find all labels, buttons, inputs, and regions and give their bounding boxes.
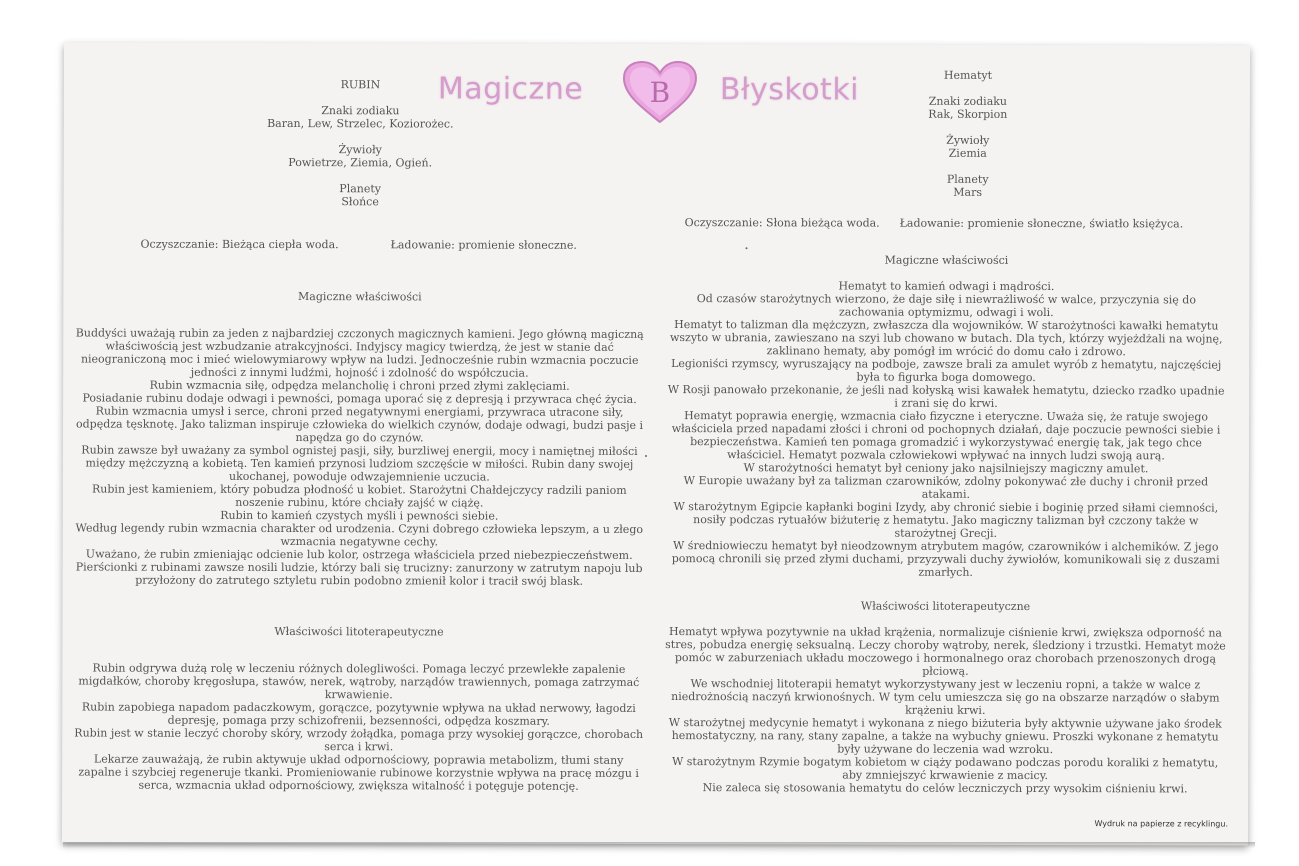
text-line: krążeniu krwi.: [905, 703, 986, 717]
text-line: wzmacnia negatywne cechy.: [280, 535, 439, 549]
text-line: jedności z innymi ludźmi, hojność i zdolność do współczucia.: [190, 365, 529, 380]
text-line: napędza go do czynów.: [295, 431, 424, 445]
hematyt-charging: Ładowanie: promienie słoneczne, światło księżyca.: [899, 216, 1184, 231]
text-line: między mężczyzną a kobietą. Ten kamień przynosi ludziom szczęście w miłości. Rubin dany swojej: [85, 456, 634, 471]
text-line: W starożytnym Rzymie bogatym kobietom w ciąży podawano podczas porodu koraliki z hematytu,: [671, 755, 1219, 770]
text-line: niedrożnością naczyń krwionośnych. W tym celu umieszcza się go na obszarze narządów o słabym: [671, 690, 1220, 705]
text-line: serca i krwi.: [324, 740, 394, 754]
hematyt-planets-value: Mars: [953, 185, 983, 199]
text-line: Posiadanie rubinu dodaje odwagi i pewności, pomaga uporać się z depresją i przywraca chęć życia.: [82, 391, 637, 406]
text-line: zaklinano hematy, aby pomógł im wrócić do domu cało i zdrowo.: [766, 344, 1126, 359]
text-line: Pierścionki z rubinami zawsze nosili ludzie, którzy bali się trucizny: zanurzony w zatrutym napoju lub: [75, 560, 643, 575]
heart-letter: B: [649, 75, 671, 110]
text-line: migdałków, choroby kręgosłupa, stawów, nerek, wątroby, narządów trawiennych, pomaga zatrzymać: [78, 674, 640, 689]
text-line: Rubin zawsze był uważany za symbol ognistej pasji, siły, burzliwej energii, mocy i namiętnej miłości: [81, 443, 638, 458]
brand-word-right: Błyskotki: [719, 72, 860, 108]
text-line: właściciela przed napadami złości i chroni od pochopnych działań, daje poczucie pewności siebie i: [671, 422, 1221, 437]
rubin-zodiac-label: Znaki zodiaku: [321, 104, 400, 118]
text-line: Rubin odgrywa dużą rolę w leczeniu różnych dolegliwości. Pomaga leczyć przewlekłe zapalenie: [92, 661, 626, 676]
recycled-paper-note: Wydruk na papierze z recyklingu.: [1094, 819, 1229, 829]
text-line: Hematyt poprawia energię, wzmacnia ciało fizyczne i eteryczne. Uważa się, że ratuje swojego: [684, 409, 1209, 424]
text-line: zmarłych.: [918, 565, 973, 579]
text-line: Buddyści uważają rubin za jeden z najbardziej czczonych magicznych kamieni. Jego główną magiczną: [75, 326, 644, 341]
rubin-magic-heading: Magiczne właściwości: [298, 290, 422, 304]
text-line: zachowania optymizmu, odwagi i woli.: [838, 305, 1054, 320]
rubin-zodiac-value: Baran, Lew, Strzelec, Koziorożec.: [267, 116, 454, 131]
text-line: We wschodniej litoterapii hematyt wykorzystywany jest w leczeniu ropni, a także w walce z: [690, 677, 1201, 692]
text-line: i zrani się do krwi.: [894, 396, 998, 410]
rubin-elements-label: Żywioły: [338, 143, 382, 157]
hematyt-title: Hematyt: [943, 68, 993, 82]
text-line: Hematyt wpływa pozytywnie na układ krążenia, normalizuje ciśnienie krwi, zwiększa odporność na: [668, 625, 1223, 640]
text-line: była to figurka boga domowego.: [856, 370, 1036, 384]
rubin-planets-label: Planety: [339, 182, 382, 196]
text-line: Rubin jest w stanie leczyć choroby skóry, wrzody żołądka, pomaga przy wysokiej gorączce, chorobach: [74, 726, 644, 741]
text-line: W starożytnej medycynie hematyt i wykonana z niego biżuteria były aktywnie używane jako środek: [668, 716, 1222, 731]
text-line: Według legendy rubin wzmacnia charakter od urodzenia. Czyni dobrego człowieka lepszym, a u złego: [75, 521, 644, 536]
rubin-title: RUBIN: [340, 78, 381, 92]
text-line: W Europie uważany był za talizman czarowników, zdolny pokonywać złe duchy i chronił przed: [683, 474, 1209, 489]
text-line: były używane do leczenia wad wzroku.: [837, 742, 1054, 757]
hematyt-magic-heading: Magiczne właściwości: [884, 253, 1009, 267]
text-line: pomocą chronili się przed złymi duchami, przyzywali duchy żywiołów, komunikowali się z duszami: [671, 552, 1220, 567]
text-line: W średniowieczu hematyt był nieodzownym atrybutem magów, czarowników i alchemików. Z jego: [672, 539, 1219, 554]
text-line: noszenie rubinu, które chciały zajść w ciążę.: [235, 495, 484, 510]
text-line: Nie zaleca się stosowania hematytu do celów leczniczych przy wysokim ciśnieniu krwi.: [702, 781, 1188, 796]
text-line: starożytnej Grecji.: [894, 526, 998, 540]
brand-word-left: Magiczne: [437, 71, 584, 107]
hematyt-litho-heading: Właściwości litoterapeutyczne: [860, 599, 1031, 613]
hematyt-zodiac-value: Rak, Skorpion: [928, 107, 1008, 121]
text-line: Rubin to kamień czystych myśli i pewności siebie.: [220, 508, 499, 523]
hematyt-elements-value: Ziemia: [948, 146, 987, 160]
text-line: bezpieczeństwa. Kamień ten pomaga gromadzić i wykorzystywać energię tak, jak tego chce: [690, 435, 1202, 450]
text-line: depresję, pomaga przy schizofrenii, bezsenności, odpędza koszmary.: [167, 713, 550, 728]
text-line: Od czasów starożytnych wierzono, że daje siłę i niewrażliwość w walce, przyczynia się do: [696, 292, 1196, 307]
text-line: nosiły podczas rytuałów biżuterię z hematytu. Jako magiczny talizman był czczony także w: [693, 513, 1199, 528]
text-line: W Rosji panowało przekonanie, że jeśli nad kołyską wisi kawałek hematytu, dziecko rzadko upadnie: [667, 383, 1225, 398]
text-line: Rubin wzmacnia umysł i serce, chroni przed negatywnymi energiami, przywraca utracone siły,: [95, 404, 624, 419]
hematyt-magic-text: [651, 279, 1242, 580]
text-line: aby zmniejszyć krwawienie z macicy.: [842, 768, 1048, 783]
text-line: stres, pobudza energię seksualną. Leczy choroby wątroby, nerek, śledziony i trzustki. Hematyt może: [665, 638, 1226, 653]
rubin-charging: Ładowanie: promienie słoneczne.: [390, 238, 577, 252]
text-line: hemostatyczny, na rany, stany zapalne, a także na wybuchy gniewu. Proszki wykonane z hematytu: [671, 729, 1219, 744]
text-line: krwawienie.: [324, 688, 393, 702]
rubin-planets-value: Słońce: [341, 195, 379, 209]
hematyt-elements-label: Żywioły: [946, 133, 990, 147]
text-line: serca, wzmacnia układ odpornościowy, zwiększa witalność i potęguje potencję.: [138, 778, 579, 793]
text-line: Uważano, że rubin zmieniając odcienie lub kolor, ostrzega właściciela przed niebezpieczeństwem.: [85, 547, 633, 562]
rubin-care-row: [64, 237, 657, 252]
text-line: właściwością jest wzbudzanie atrakcyjności. Indyjscy magicy twierdzą, że jest w stanie dać: [105, 339, 614, 354]
hematyt-care-row: [652, 216, 1242, 231]
hematyt-litho-text: [650, 625, 1240, 796]
info-card: [62, 42, 1250, 845]
text-line: Rubin jest kamieniem, który pobudza płodność u kobiet. Starożytni Chałdejczycy radzili paniom: [92, 482, 627, 497]
text-line: atakami.: [921, 487, 970, 501]
text-line: pomóc w zaburzeniach układu moczowego i hormonalnego oraz chorobach przenoszonych drogą: [674, 651, 1217, 666]
card-shadow: [63, 842, 1255, 848]
speck: [746, 247, 748, 249]
text-line: zapalne i szybciej regeneruje tkanki. Promieniowanie rubinowe korzystnie wpływa na pracę mózgu i: [78, 765, 639, 780]
text-line: wszyto w ubrania, zawieszano na szyi lub chowano w butach. Dla tych, którzy wyjeżdżali na wojnę,: [669, 331, 1223, 346]
text-line: W starożytnym Egipcie kapłanki bogini Izydy, aby chronić siebie i boginię przed siłami ciemności,: [673, 500, 1219, 515]
text-line: W starożytności hematyt był ceniony jako najsilniejszy magiczny amulet.: [743, 461, 1149, 476]
speck: [645, 455, 647, 457]
rubin-litho-text: [62, 661, 655, 793]
text-line: nieograniczoną moc i mieć wielowymiarowy wpływ na ludzi. Jednocześnie rubin wzmacnia poczucie: [80, 352, 639, 367]
text-line: Rubin wzmacnia siłę, odpędza melancholię i chroni przed złymi zaklęciami.: [149, 378, 570, 393]
rubin-magic-text: [63, 326, 657, 588]
text-line: Lekarze zauważają, że rubin aktywuje układ odpornościowy, poprawia metabolizm, tłumi stany: [93, 752, 624, 767]
text-line: odpędza tęsknotę. Jako talizman inspiruje człowieka do wielkich czynów, dodaje odwagi, budzi pasje i: [76, 417, 644, 432]
text-line: Legioniści rzymscy, wyruszający na podboje, zawsze brali za amulet wyrób z hematytu, najczęściej: [671, 357, 1222, 372]
hematyt-zodiac-label: Znaki zodiaku: [928, 94, 1008, 108]
text-line: przyłożony do zatrutego sztyletu rubin podobno zmienił kolor i tracił swój blask.: [135, 573, 584, 588]
text-line: Hematyt to kamień odwagi i mądrości.: [838, 279, 1055, 294]
text-line: ukochanej, powoduje odwzajemnienie uczucia.: [228, 469, 490, 484]
rubin-litho-heading: Właściwości litoterapeutyczne: [274, 625, 444, 639]
text-line: płciową.: [922, 664, 969, 678]
rubin-header: [64, 77, 657, 209]
rubin-column: [64, 42, 657, 793]
text-line: właściciel. Hematyt pozwala człowiekowi wpływać na innych ludzi swoją aurą.: [727, 448, 1165, 463]
hematyt-cleansing: Oczyszczanie: Słona bieżąca woda.: [684, 216, 880, 230]
text-line: Rubin zapobiega napadom padaczkowym, gorączce, pozytywnie wpływa na układ nerwowy, łagodzi: [81, 700, 636, 715]
hematyt-planets-label: Planety: [946, 172, 989, 186]
rubin-elements-value: Powietrze, Ziemia, Ogień.: [288, 156, 433, 170]
text-line: Hematyt to talizman dla mężczyzn, zwłaszcza dla wojowników. W starożytności kawałki hematytu: [674, 318, 1219, 333]
hematyt-header: [818, 68, 1118, 199]
rubin-cleansing: Oczyszczanie: Bieżąca ciepła woda.: [140, 237, 339, 252]
